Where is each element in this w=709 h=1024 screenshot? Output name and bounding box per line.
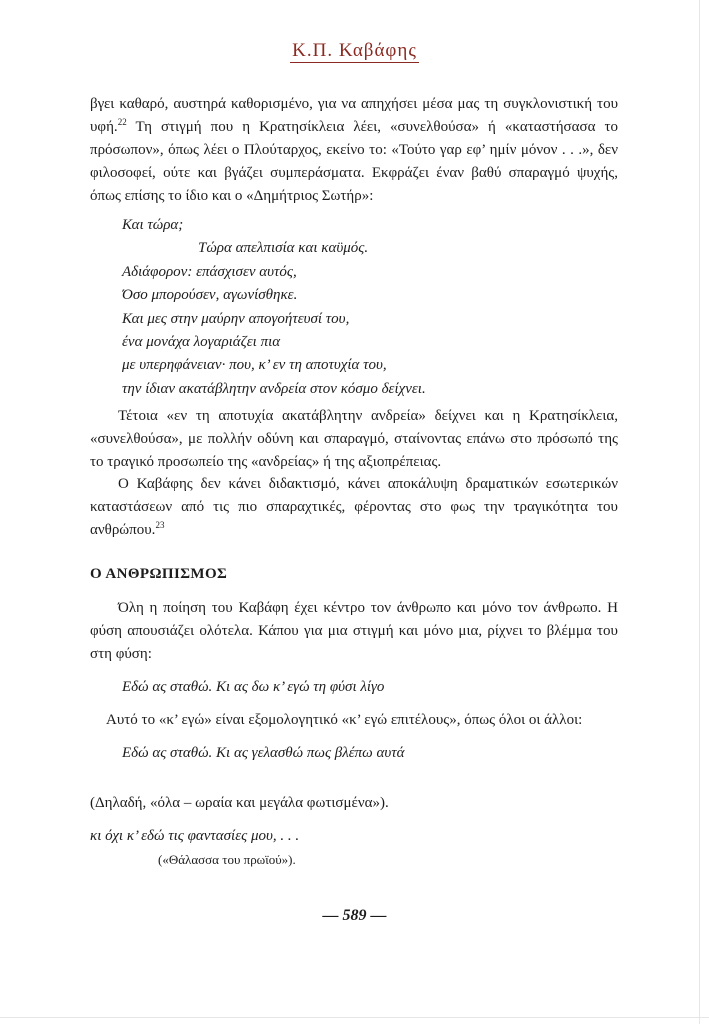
quote-line-nature: Εδώ ας σταθώ. Κι ας δω κ’ εγώ τη φύσι λίγο <box>122 679 385 695</box>
page-number: — 589 — <box>322 907 387 924</box>
poem-demetrios-soter <box>122 214 592 401</box>
poem-reference: («Θάλασσα του πρωϊού»). <box>158 852 296 867</box>
poem-line: με υπερηφάνειαν· που, κ’ εν τη αποτυχία του, <box>122 357 387 374</box>
quote-line-fantasies: κι όχι κ’ εδώ τις φαντασίες μου, . . . <box>90 828 300 844</box>
paragraph-didacticism: Ο Καβάφης δεν κάνει διδακτισμό, κάνει αποκάλυψη δραματικών εσωτερικών καταστάσεων από τις πιο σπαραχτικές, φέροντας στο φως την τραγικότητα του ανθρώπου.$^{23}$ <box>90 476 618 538</box>
poem-line: Όσο μπορούσεν, αγωνίσθηκε. <box>122 287 298 304</box>
paragraph-kratesikleia: Τέτοια «εν τη αποτυχία ακατάβλητην ανδρεία» δείχνει και η Κρατησίκλεια, «συνελθούσα», με πολλήν οδύνη και σπαραγμό, σταίνοντας επάνω στο πρόσωπό της το τραγικό προσωπείο της «ανδρείας» ή της αξιοπρέπειας. <box>90 408 618 470</box>
footnote-ref-22: 22 <box>117 117 127 127</box>
paragraph-humanism: Όλη η ποίηση του Καβάφη έχει κέντρο τον άνθρωπο και μόνο τον άνθρωπο. Η φύση απουσιάζει ολότελα. Κάπου για μια στιγμή και μόνο μια, ρίχνει το βλέμμα του στη φύση: <box>90 600 618 662</box>
poem-line: ένα μονάχα λογαριάζει πια <box>122 334 281 351</box>
explanation-line: (Δηλαδή, «όλα – ωραία και μεγάλα φωτισμένα»). <box>90 795 389 811</box>
commentary-line: Αυτό το «κ’ εγώ» είναι εξομολογητικό «κ’ εγώ επιτέλους», όπως όλοι οι άλλοι: <box>106 712 583 728</box>
poem-line: την ίδιαν ακατάβλητην ανδρεία στον κόσμο δείχνει. <box>122 380 426 397</box>
poem-line: Αδιάφορον: επάσχισεν αυτός, <box>122 263 297 280</box>
quote-line-deceive: Εδώ ας σταθώ. Κι ας γελασθώ πως βλέπω αυτά <box>122 745 405 761</box>
paragraph-intro: βγει καθαρό, αυστηρά καθορισμένο, για να απηχήσει μέσα μας τη συγκλονιστική του υφή.$^{22}$ Τη στιγμή που η Κρατησίκλεια λέει, «συνελθούσα» ή «καταστήσασα το πρόσωπον», όπως λέει ο Πλούταρχος, εκείνο το: «Τούτο γαρ εφ’ ημίν μόνον . . .», δεν φιλοσοφεί, ούτε και βγάζει συμπεράσματα. Εκφράζει έναν βαθύ σπαραγμό ψυχής, όπως επίσης το ίδιο και ο «Δημήτριος Σωτήρ»: <box>90 96 618 204</box>
poem-line: Τώρα απελπισία και καϋμός. <box>198 240 369 257</box>
running-title: Κ.Π. Καβάφης <box>292 40 417 61</box>
poem-line: Και τώρα; <box>122 217 184 233</box>
poem-line: Και μες στην μαύρην απογοήτευσί του, <box>122 310 350 327</box>
page-edge-right <box>699 0 700 1024</box>
footnote-ref-23: 23 <box>155 520 165 530</box>
section-heading: Ο ΑΝΘΡΩΠΙΣΜΟΣ <box>90 566 228 582</box>
page-edge-bottom <box>0 1017 709 1018</box>
running-header <box>0 40 709 62</box>
